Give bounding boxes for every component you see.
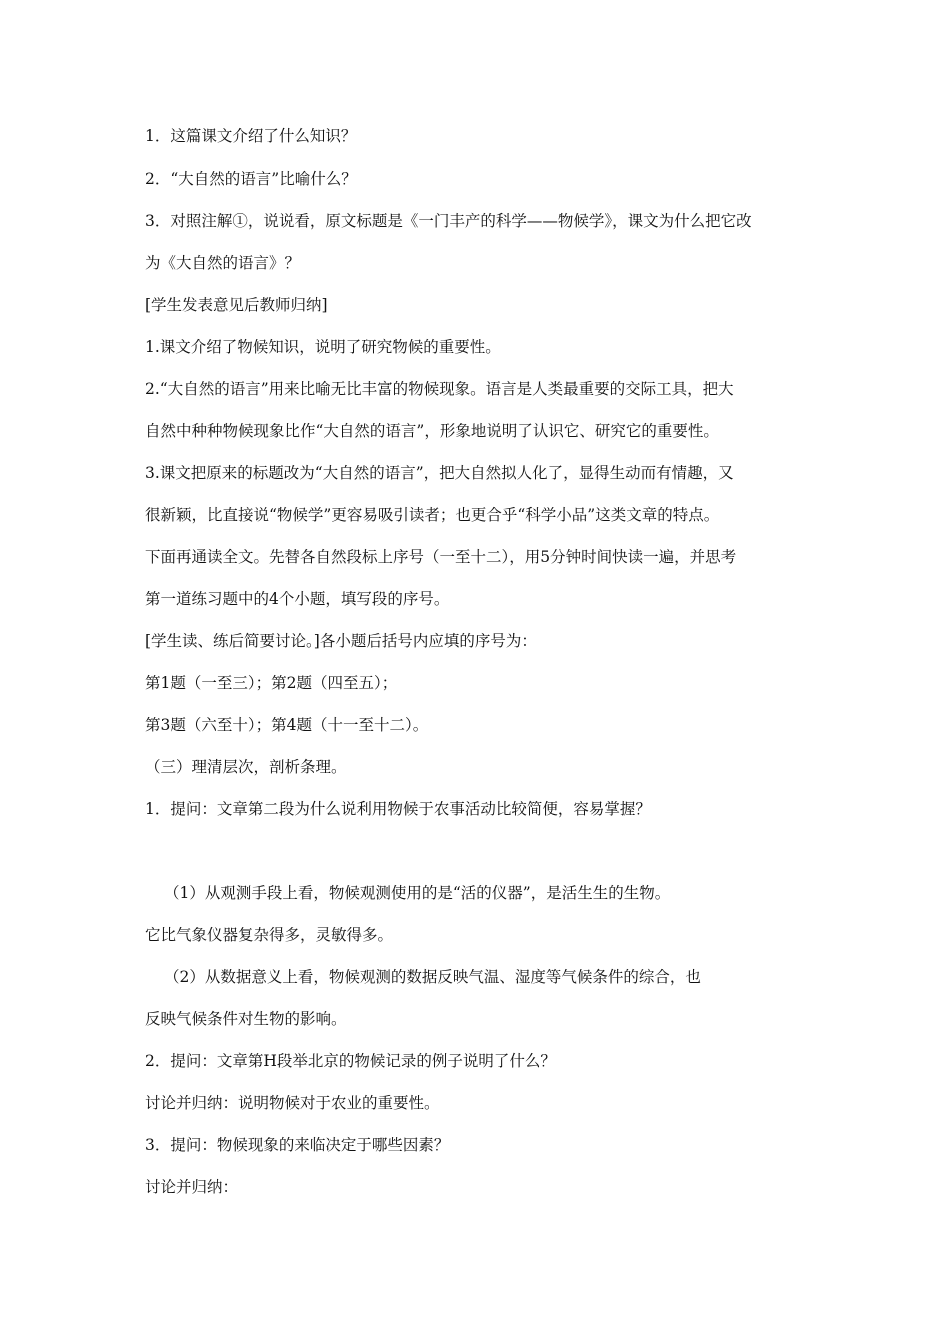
discussion-summary-2: 讨论并归纳：说明物候对于农业的重要性。 <box>145 1094 440 1112</box>
answer-3-line-2: 很新颖，比直接说“物候学”更容易吸引读者；也更合乎“科学小品”这类文章的特点。 <box>145 506 720 524</box>
discussion-summary-3: 讨论并归纳： <box>145 1178 239 1196</box>
point-1-line-1: （1）从观测手段上看，物候观测使用的是“活的仪器”，是活生生的生物。 <box>164 884 671 902</box>
question-3-line-1: 3．对照注解①，说说看，原文标题是《一门丰产的科学——物候学》，课文为什么把它改 <box>145 212 752 230</box>
answer-3-line-1: 3.课文把原来的标题改为“大自然的语言”，把大自然拟人化了，显得生动而有情趣，又 <box>145 464 734 482</box>
answer-key-line-1: 第1题（一至三）；第2题（四至五）； <box>145 674 398 692</box>
point-2-line-1: （2）从数据意义上看，物候观测的数据反映气温、湿度等气候条件的综合，也 <box>164 968 701 986</box>
answer-2-line-2: 自然中种种物候现象比作“大自然的语言”，形象地说明了认识它、研究它的重要性。 <box>145 422 719 440</box>
answer-key-line-2: 第3题（六至十）；第4题（十一至十二）。 <box>145 716 429 734</box>
reading-instruction-line-2: 第一道练习题中的4个小题，填写段的序号。 <box>145 590 450 608</box>
question-3-line-2: 为《大自然的语言》？ <box>145 254 301 272</box>
prompt-3: 3．提问：物候现象的来临决定于哪些因素？ <box>145 1136 450 1154</box>
point-1-line-2: 它比气象仪器复杂得多，灵敏得多。 <box>145 926 394 944</box>
teacher-summary-note: [学生发表意见后教师归纳] <box>145 296 328 314</box>
question-1: 1．这篇课文介绍了什么知识？ <box>145 127 357 145</box>
reading-instruction-line-1: 下面再通读全文。先替各自然段标上序号（一至十二），用5分钟时间快读一遍，并思考 <box>145 548 737 566</box>
answer-1: 1.课文介绍了物候知识，说明了研究物候的重要性。 <box>145 338 501 356</box>
prompt-2: 2．提问：文章第H段举北京的物候记录的例子说明了什么？ <box>145 1052 556 1070</box>
prompt-1: 1．提问：文章第二段为什么说利用物候于农事活动比较简便，容易掌握？ <box>145 800 651 818</box>
question-2: 2．“大自然的语言”比喻什么？ <box>145 170 357 188</box>
answer-2-line-1: 2.“大自然的语言”用来比喻无比丰富的物候现象。语言是人类最重要的交际工具，把大 <box>145 380 734 398</box>
discussion-note: [学生读、练后简要讨论。]各小题后括号内应填的序号为： <box>145 632 537 650</box>
section-heading: （三）理清层次，剖析条理。 <box>145 758 347 776</box>
point-2-line-2: 反映气候条件对生物的影响。 <box>145 1010 347 1028</box>
